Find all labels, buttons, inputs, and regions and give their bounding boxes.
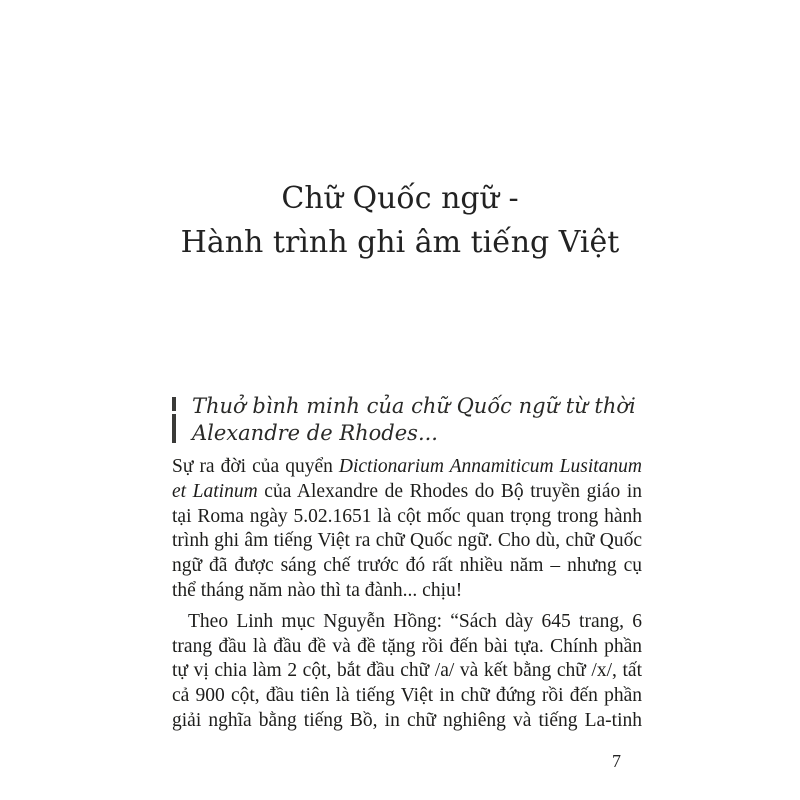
body-text	[172, 455, 642, 734]
text-line: trang đầu là đầu đề và đề tặng rồi đến bài tựa. Chính phần	[172, 635, 642, 657]
text-line: thể tháng năm nào thì ta đành... chịu!	[172, 579, 463, 601]
text-line: cả 900 cột, đầu tiên là tiếng Việt in chữ đứng rồi đến phần	[172, 685, 642, 707]
text-line: tự vị chia làm 2 cột, bắt đầu chữ /a/ và kết bằng chữ /x/, tất	[172, 660, 642, 682]
paragraph-1	[172, 455, 642, 604]
heading-accent-bar	[172, 397, 176, 443]
text-line: ngữ đã được sáng chế trước đó rất nhiều năm – nhưng cụ	[172, 555, 642, 577]
paragraph-2	[172, 610, 642, 734]
book-title-italic: et Latinum	[172, 480, 258, 502]
page-number: 7	[612, 751, 621, 771]
text-line: tại Roma ngày 5.02.1651 là cột mốc quan trọng trong hành	[172, 505, 642, 527]
text-run: của Alexandre de Rhodes do Bộ truyền giáo in	[257, 480, 642, 502]
chapter-title-line-1: Chữ Quốc ngữ -	[281, 181, 519, 216]
text-line	[172, 480, 642, 505]
chapter-title	[0, 177, 800, 265]
text-line: giải nghĩa bằng tiếng Bồ, in chữ nghiêng và tiếng La-tinh	[172, 709, 642, 731]
text-line: trình ghi âm tiếng Việt ra chữ Quốc ngữ. Cho dù, chữ Quốc	[172, 530, 642, 552]
section-heading	[172, 393, 662, 447]
section-heading-line-2: Alexandre de Rhodes...	[192, 421, 438, 445]
chapter-title-line-2: Hành trình ghi âm tiếng Việt	[180, 225, 620, 260]
book-title-italic: Dictionarium Annamiticum Lusitanum	[338, 456, 643, 477]
text-line	[172, 455, 642, 480]
text-line: Theo Linh mục Nguyễn Hồng: “Sách dày 645 trang, 6	[188, 610, 642, 632]
text-run: Sự ra đời của quyển	[172, 456, 339, 477]
section-heading-line-1: Thuở bình minh của chữ Quốc ngữ từ thời	[192, 394, 636, 418]
